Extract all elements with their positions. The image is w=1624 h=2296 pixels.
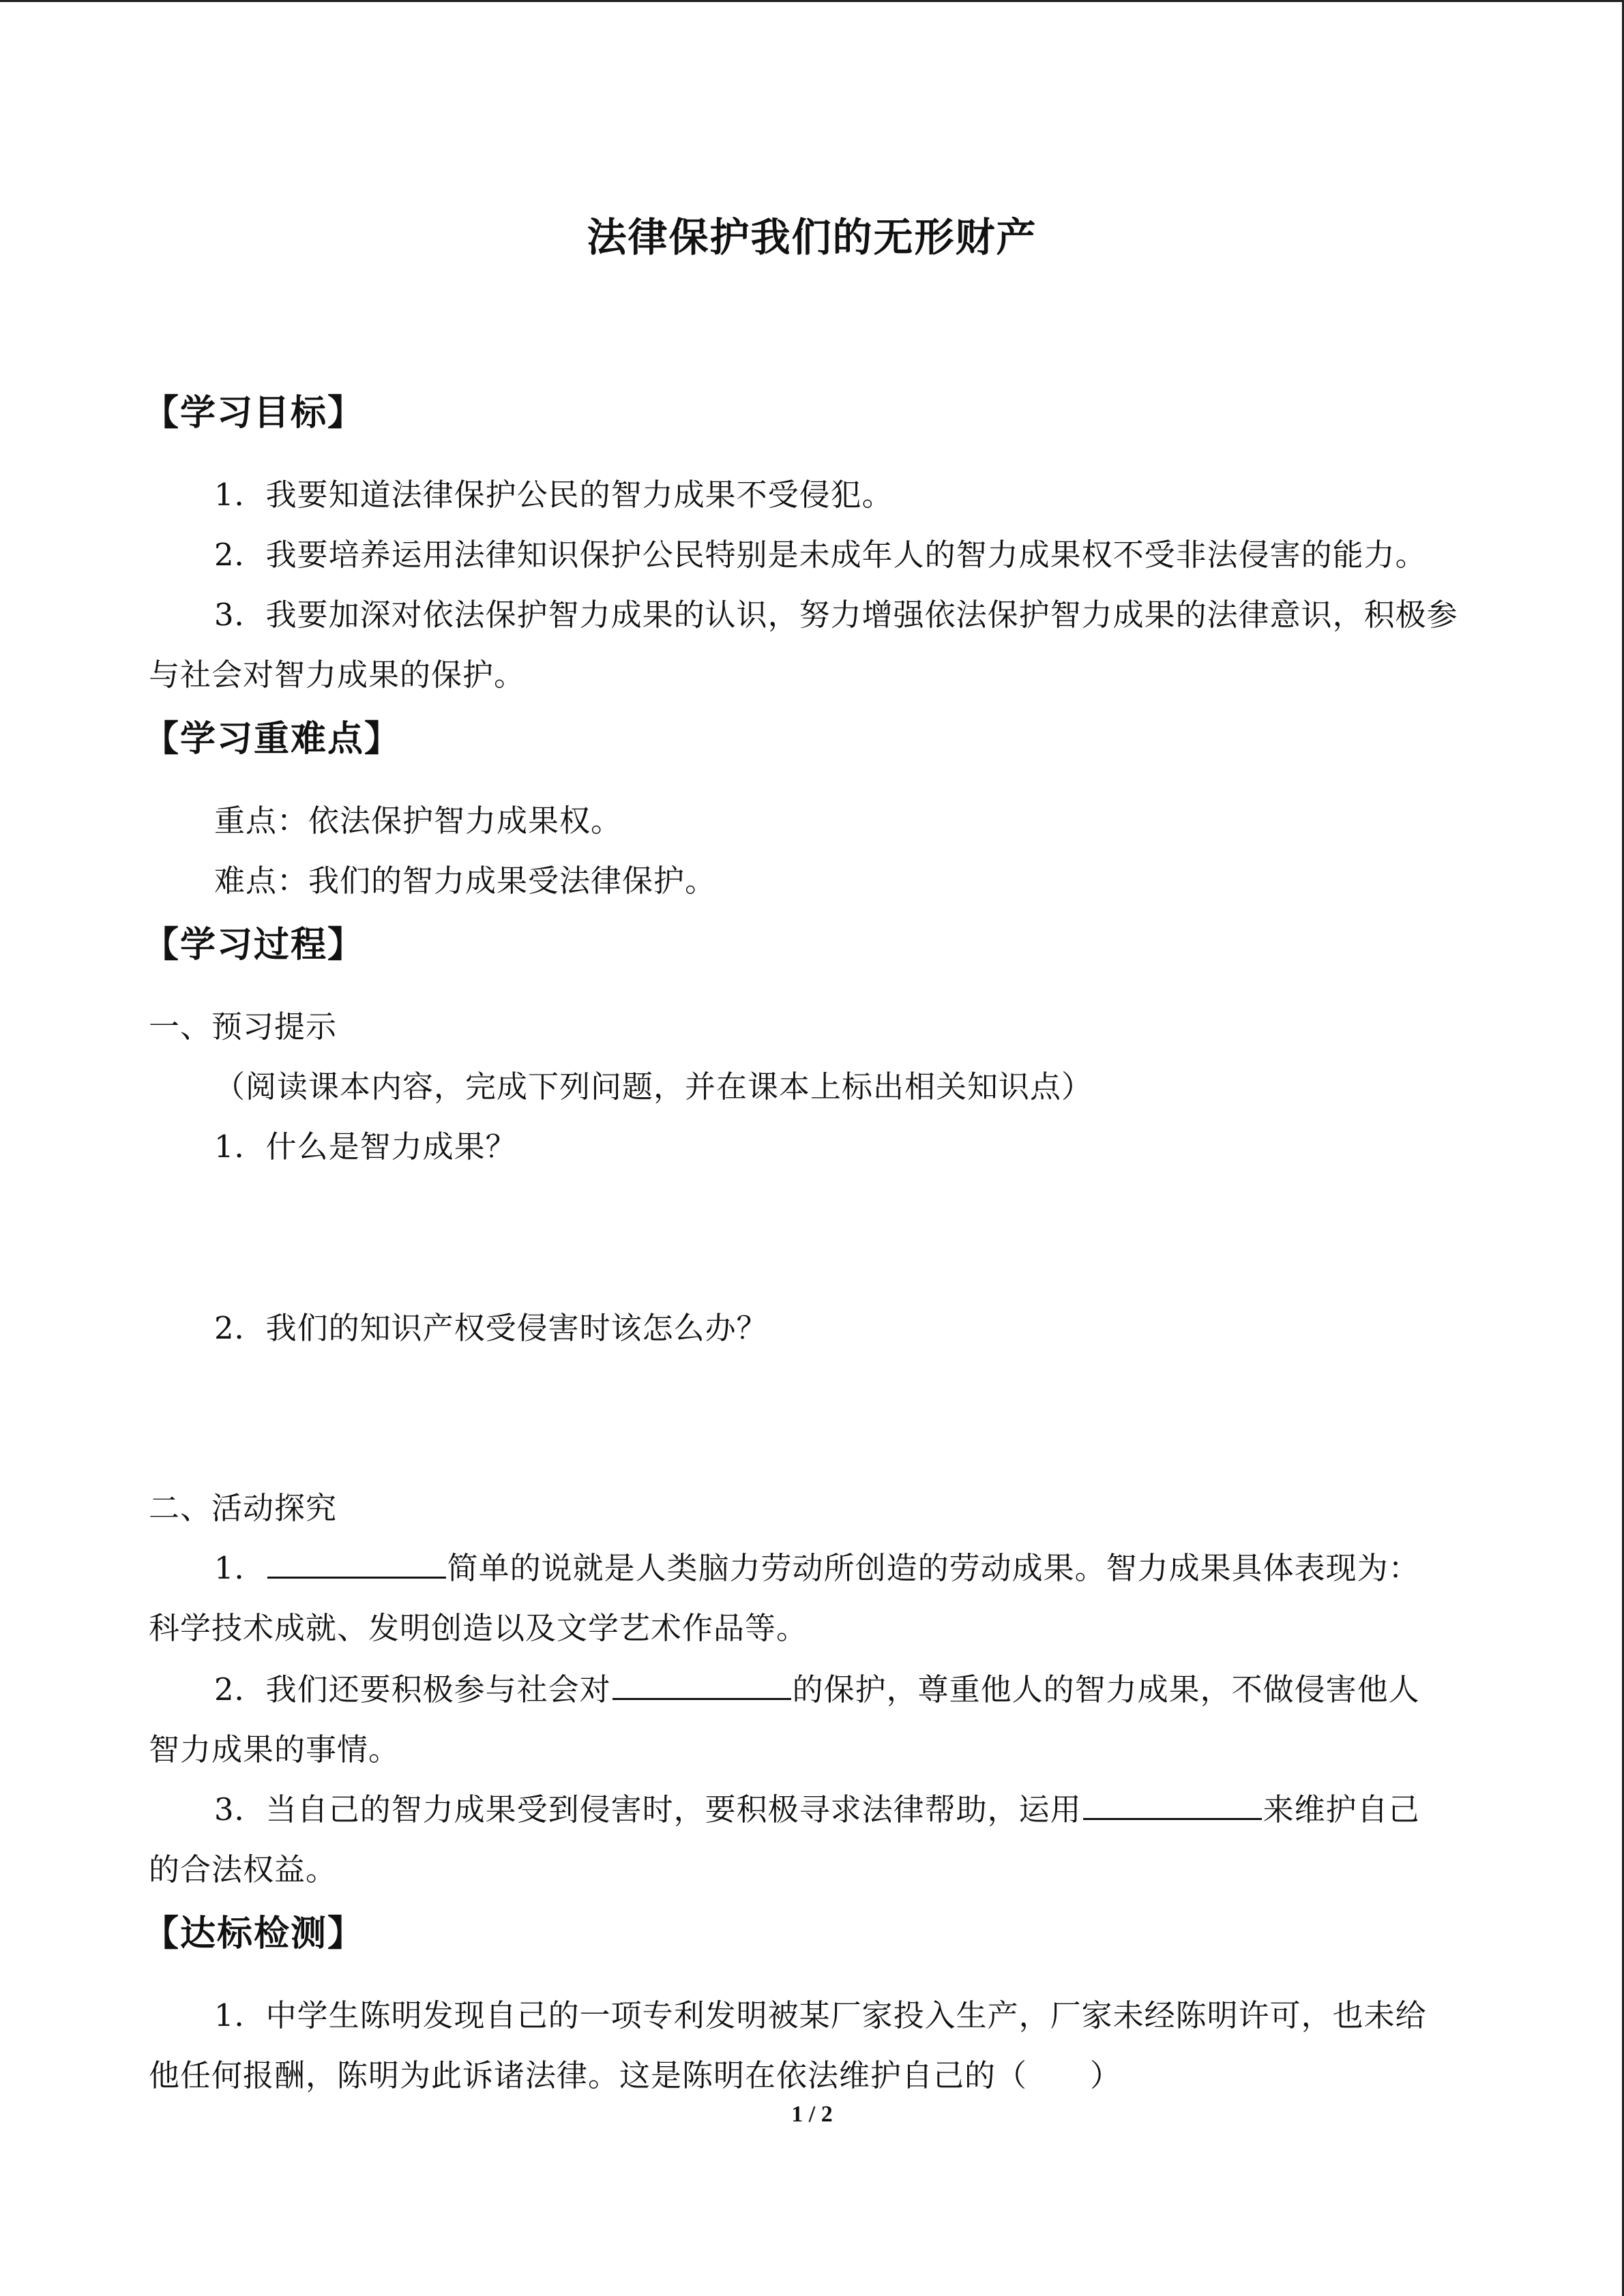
preview-note: （阅读课本内容，完成下列问题，并在课本上标出相关知识点） xyxy=(214,1069,1093,1105)
preview-question-1: 1．什么是智力成果？ xyxy=(214,1129,517,1165)
process-heading: 【学习过程】 xyxy=(143,925,365,966)
activity-2-continued: 智力成果的事情。 xyxy=(149,1731,400,1768)
activity-1-continued: 科学技术成就、发明创造以及文学艺术作品等。 xyxy=(149,1610,808,1646)
fill-blank-3[interactable] xyxy=(1083,1791,1262,1820)
activity-1-suffix: 简单的说就是人类脑力劳动所创造的劳动成果。智力成果具体表现为： xyxy=(447,1550,1420,1586)
goal-item-3: 3．我要加深对依法保护智力成果的认识，努力增强依法保护智力成果的法律意识，积极参与社会对智力成果的保护。 xyxy=(149,597,1458,693)
activity-3-suffix: 来维护自己 xyxy=(1263,1791,1420,1828)
activity-item-2 xyxy=(214,1660,1420,1720)
top-border xyxy=(0,0,1624,2)
fill-blank-1[interactable] xyxy=(267,1549,446,1579)
goal-item-2: 2．我要培养运用法律知识保护公民特别是未成年人的智力成果权不受非法侵害的能力。 xyxy=(214,537,1427,573)
key-point: 重点：依法保护智力成果权。 xyxy=(214,803,623,839)
activity-title: 二、活动探究 xyxy=(149,1490,338,1526)
test-question-1-line-1: 1．中学生陈明发现自己的一项专利发明被某厂家投入生产，厂家未经陈明许可，也未给 xyxy=(214,1997,1427,2033)
preview-title: 一、预习提示 xyxy=(149,1009,338,1045)
activity-2-prefix: 2．我们还要积极参与社会对 xyxy=(214,1671,611,1708)
activity-2-suffix: 的保护，尊重他人的智力成果，不做侵害他人 xyxy=(792,1671,1420,1708)
goals-heading: 【学习目标】 xyxy=(143,393,365,434)
page-title: 法律保护我们的无形财产 xyxy=(587,214,1037,260)
page-number: 1 / 2 xyxy=(791,2102,833,2127)
test-heading: 【达标检测】 xyxy=(143,1913,365,1954)
fill-blank-2[interactable] xyxy=(612,1671,791,1700)
difficult-point: 难点：我们的智力成果受法律保护。 xyxy=(214,863,717,899)
keypoints-heading: 【学习重难点】 xyxy=(143,719,402,760)
activity-3-prefix: 3．当自己的智力成果受到侵害时，要积极寻求法律帮助，运用 xyxy=(214,1791,1082,1828)
activity-item-1 xyxy=(214,1538,1420,1598)
activity-1-prefix: 1． xyxy=(214,1550,266,1586)
test-question-1-line-2: 他任何报酬，陈明为此诉诸法律。这是陈明在依法维护自己的（ ） xyxy=(149,2057,1122,2093)
preview-question-2: 2．我们的知识产权受侵害时该怎么办？ xyxy=(214,1310,768,1346)
activity-3-continued: 的合法权益。 xyxy=(149,1851,338,1888)
goal-item-1: 1．我要知道法律保护公民的智力成果不受侵犯。 xyxy=(214,477,894,513)
activity-item-3 xyxy=(214,1780,1420,1840)
